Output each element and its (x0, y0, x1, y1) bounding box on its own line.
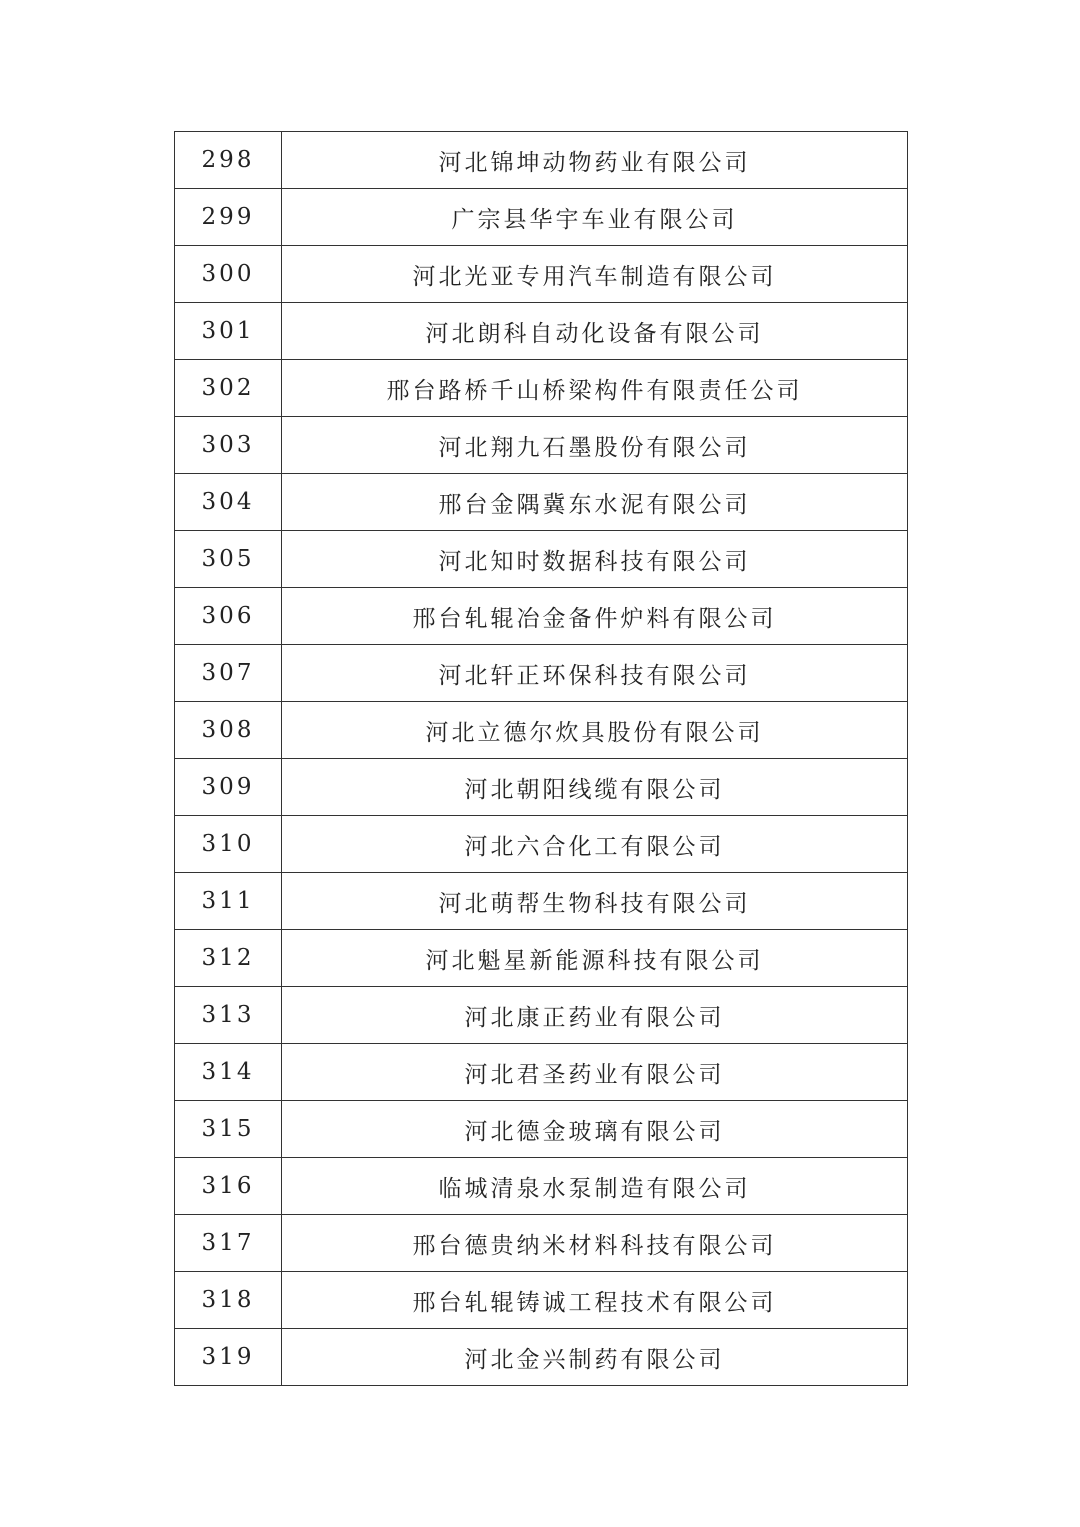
company-name: 河北萌帮生物科技有限公司 (282, 873, 908, 930)
table-row (175, 987, 908, 1044)
table-row (175, 588, 908, 645)
company-list-table (174, 131, 908, 1386)
row-number: 300 (175, 246, 282, 303)
row-number: 308 (175, 702, 282, 759)
table-row (175, 930, 908, 987)
company-name: 河北锦坤动物药业有限公司 (282, 132, 908, 189)
row-number: 298 (175, 132, 282, 189)
company-name: 河北知时数据科技有限公司 (282, 531, 908, 588)
company-name: 河北君圣药业有限公司 (282, 1044, 908, 1101)
row-number: 313 (175, 987, 282, 1044)
table-row (175, 645, 908, 702)
table-row (175, 1329, 908, 1386)
company-name: 临城清泉水泵制造有限公司 (282, 1158, 908, 1215)
company-name: 邢台路桥千山桥梁构件有限责任公司 (282, 360, 908, 417)
company-name: 河北轩正环保科技有限公司 (282, 645, 908, 702)
company-name: 邢台轧辊冶金备件炉料有限公司 (282, 588, 908, 645)
company-name: 河北德金玻璃有限公司 (282, 1101, 908, 1158)
table-row (175, 873, 908, 930)
row-number: 312 (175, 930, 282, 987)
table-row (175, 759, 908, 816)
company-name: 邢台轧辊铸诚工程技术有限公司 (282, 1272, 908, 1329)
company-name: 河北康正药业有限公司 (282, 987, 908, 1044)
table-row (175, 417, 908, 474)
company-name: 河北光亚专用汽车制造有限公司 (282, 246, 908, 303)
row-number: 310 (175, 816, 282, 873)
row-number: 307 (175, 645, 282, 702)
row-number: 302 (175, 360, 282, 417)
company-name: 河北魁星新能源科技有限公司 (282, 930, 908, 987)
company-name: 邢台德贵纳米材料科技有限公司 (282, 1215, 908, 1272)
table-row (175, 360, 908, 417)
table-row (175, 246, 908, 303)
row-number: 317 (175, 1215, 282, 1272)
company-name: 河北六合化工有限公司 (282, 816, 908, 873)
table-row (175, 303, 908, 360)
table-row (175, 1272, 908, 1329)
table-row (175, 189, 908, 246)
company-name: 河北立德尔炊具股份有限公司 (282, 702, 908, 759)
row-number: 311 (175, 873, 282, 930)
company-name: 邢台金隅冀东水泥有限公司 (282, 474, 908, 531)
table-row (175, 702, 908, 759)
company-name: 广宗县华宇车业有限公司 (282, 189, 908, 246)
row-number: 301 (175, 303, 282, 360)
row-number: 318 (175, 1272, 282, 1329)
company-name: 河北翔九石墨股份有限公司 (282, 417, 908, 474)
table-row (175, 1158, 908, 1215)
table-body (175, 132, 908, 1386)
company-name: 河北朗科自动化设备有限公司 (282, 303, 908, 360)
row-number: 304 (175, 474, 282, 531)
table-row (175, 474, 908, 531)
table-row (175, 132, 908, 189)
table-row (175, 1044, 908, 1101)
row-number: 316 (175, 1158, 282, 1215)
row-number: 305 (175, 531, 282, 588)
company-name: 河北朝阳线缆有限公司 (282, 759, 908, 816)
row-number: 315 (175, 1101, 282, 1158)
table-row (175, 531, 908, 588)
row-number: 314 (175, 1044, 282, 1101)
row-number: 299 (175, 189, 282, 246)
row-number: 303 (175, 417, 282, 474)
row-number: 306 (175, 588, 282, 645)
table-row (175, 816, 908, 873)
row-number: 319 (175, 1329, 282, 1386)
table-row (175, 1101, 908, 1158)
company-name: 河北金兴制药有限公司 (282, 1329, 908, 1386)
row-number: 309 (175, 759, 282, 816)
table-row (175, 1215, 908, 1272)
